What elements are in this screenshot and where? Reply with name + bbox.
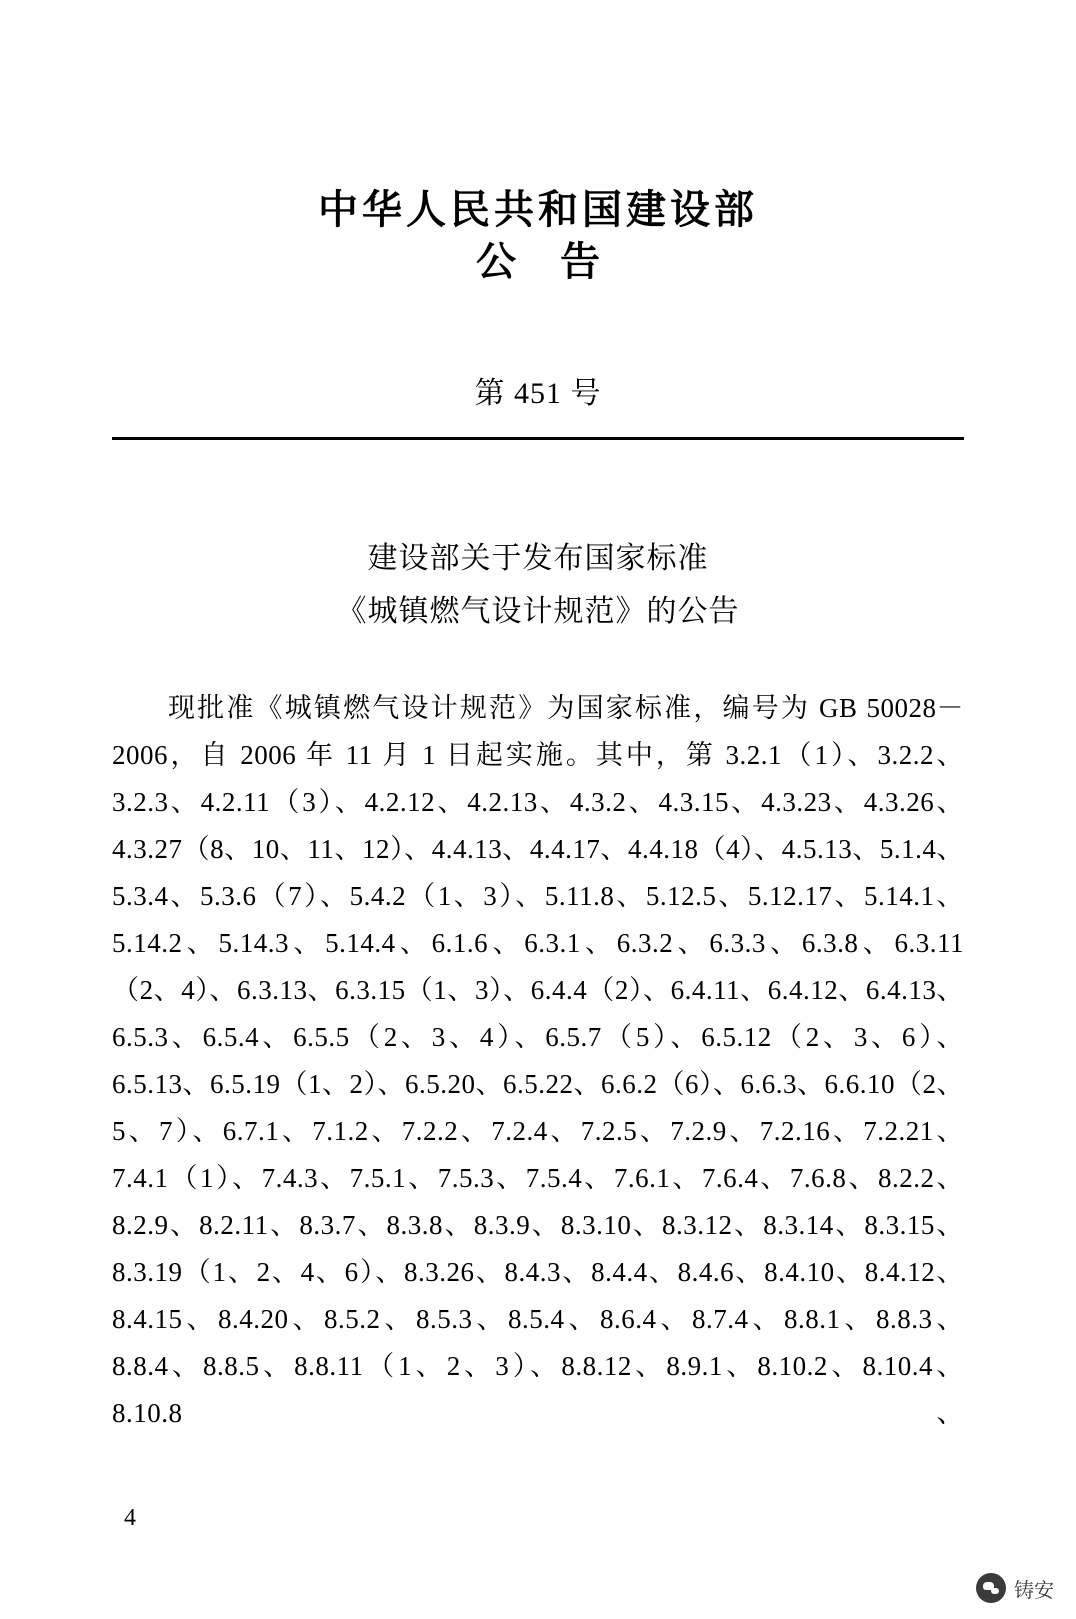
wechat-logo-icon: [976, 1573, 1006, 1603]
body-paragraph: 现批准《城镇燃气设计规范》为国家标准，编号为 GB 50028－2006，自 2006 年 11 月 1 日起实施。其中，第 3.2.1（1）、3.2.2、3.2.3、4.2.11（3）、4.2.12、4.2.13、4.3.2、4.3.15、4.3.23、4.3.26、4.3.27（8、10、11、12）、4.4.13、4.4.17、4.4.18（4）、4.5.13、5.1.4、5.3.4、5.3.6（7）、5.4.2（1、3）、5.11.8、5.12.5、5.12.17、5.14.1、5.14.2、5.14.3、5.14.4、6.1.6、6.3.1、6.3.2、6.3.3、6.3.8、6.3.11（2、4）、6.3.13、6.3.15（1、3）、6.4.4（2）、6.4.11、6.4.12、6.4.13、6.5.3、6.5.4、6.5.5（2、3、4）、6.5.7（5）、6.5.12（2、3、6）、6.5.13、6.5.19（1、2）、6.5.20、6.5.22、6.6.2（6）、6.6.3、6.6.10（2、5、7）、6.7.1、7.1.2、7.2.2、7.2.4、7.2.5、7.2.9、7.2.16、7.2.21、7.4.1（1）、7.4.3、7.5.1、7.5.3、7.5.4、7.6.1、7.6.4、7.6.8、8.2.2、8.2.9、8.2.11、8.3.7、8.3.8、8.3.9、8.3.10、8.3.12、8.3.14、8.3.15、8.3.19（1、2、4、6）、8.3.26、8.4.3、8.4.4、8.4.6、8.4.10、8.4.12、8.4.15、8.4.20、8.5.2、8.5.3、8.5.4、8.6.4、8.7.4、8.8.1、8.8.3、8.8.4、8.8.5、8.8.11（1、2、3）、8.8.12、8.9.1、8.10.2、8.10.4、8.10.8、: [112, 693, 964, 1428]
issuing-authority: 中华人民共和国建设部: [318, 187, 758, 232]
document-type: 公告: [476, 239, 644, 284]
page-title-line-1: 建设部关于发布国家标准: [367, 542, 709, 575]
watermark-label: 铸安: [1014, 1579, 1054, 1602]
document-number: 第 451 号: [474, 377, 602, 410]
page-title: [140, 533, 936, 638]
masthead: [0, 185, 1076, 289]
body-text: [112, 685, 964, 1437]
page-number: 4: [124, 1505, 136, 1531]
horizontal-divider: [112, 437, 964, 440]
page-title-line-2: 《城镇燃气设计规范》的公告: [336, 594, 740, 628]
watermark: [976, 1573, 1054, 1603]
